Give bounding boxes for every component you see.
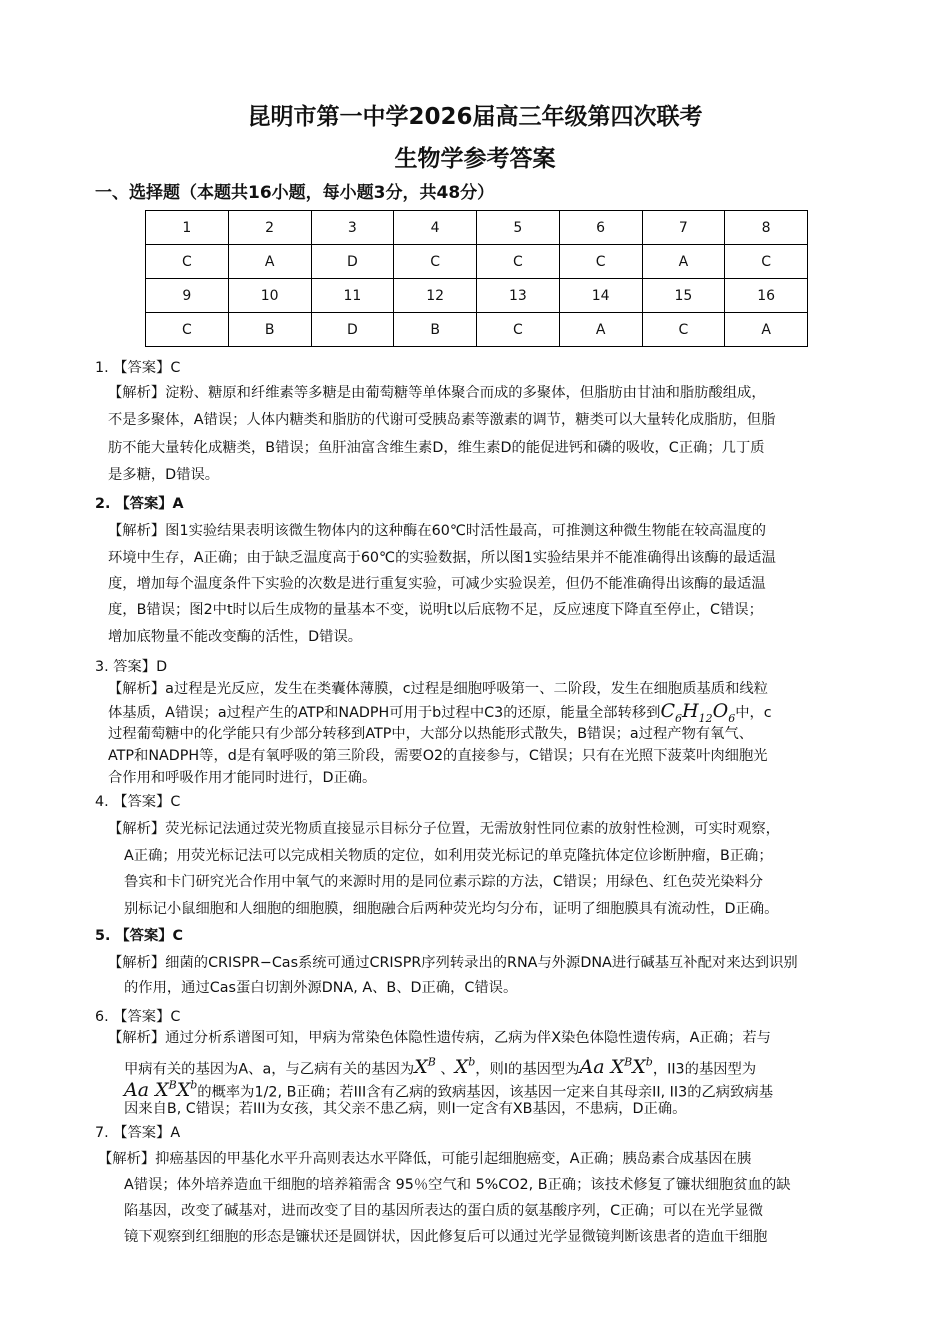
table-cell: 9 [146,279,229,313]
text-segment: A正确；用荧光标记法可以完成相关物质的定位，如利用荧光标记的单克隆抗体定位诊断肿瘤，B正确； [124,848,773,864]
explanation-line [108,768,376,788]
text-segment: 【解析】细菌的CRISPR−Cas系统可通过CRISPR序列转录出的RNA与外源DNA进行碱基互补配对来达到识别 [108,955,798,971]
explanation-line [108,521,766,541]
table-cell: C [559,245,642,279]
explanation-line [124,1175,791,1195]
text-segment: 是多糖，D错误。 [108,467,220,483]
formula-base: X [176,1079,191,1102]
text-segment: 因来自B, C错误；若III为女孩，其父亲不患乙病，则I一定含有XB基因，不患病，D正确。 [124,1101,687,1117]
text-segment: 、 [435,1061,455,1078]
explanation-line [108,724,753,744]
document-title: 昆明市第一中学2026届高三年级第四次联考 [247,104,703,130]
table-cell: C [725,245,808,279]
answer-label: 4. 【答案】C [95,794,181,810]
formula-base: Aa X [579,1056,625,1079]
explanation-line [124,872,763,892]
text-segment: 的概率为1/2, B正确；若III含有乙病的致病基因，该基因一定来自其母亲II, II3的乙病致病基 [197,1084,773,1101]
explanation-line [108,953,798,973]
table-cell: B [228,313,311,347]
table-cell: C [146,313,229,347]
text-segment: 度，B错误；图2中t时以后生成物的量基本不变，说明t以后底物不足，反应速度下降直至停止，C错误； [108,602,763,618]
table-cell: 1 [146,211,229,245]
table-cell: 6 [559,211,642,245]
document-subtitle: 生物学参考答案 [394,146,556,172]
explanation-line [108,438,765,458]
text-segment: 不是多聚体，A错误；人体内糖类和脂肪的代谢可受胰岛素等激素的调节，糖类可以大量转化成脂肪，但脂 [108,412,776,428]
answer-row [146,245,808,279]
text-segment: 【解析】荧光标记法通过荧光物质直接显示目标分子位置，无需放射性同位素的放射性检测，可实时观察， [108,821,780,837]
table-cell: 13 [477,279,560,313]
table-cell: 7 [642,211,725,245]
text-segment: 合作用和呼吸作用才能同时进行，D正确。 [108,770,377,786]
explanation-line [124,1227,767,1247]
superscript: B [168,1079,177,1092]
text-segment: 中，c [735,705,772,721]
text-segment: 陷基因，改变了碱基对，进而改变了目的基因所表达的蛋白质的氨基酸序列，C正确；可以在光学显微 [124,1203,764,1219]
question-number-row [146,211,808,245]
explanation-line [108,679,768,699]
text-segment: 环境中生存，A正确；由于缺乏温度高于60℃的实验数据，所以图1实验结果并不能准确得出该酶的最适温 [108,550,776,566]
table-cell: A [725,313,808,347]
table-cell: 11 [311,279,394,313]
table-cell: 2 [228,211,311,245]
text-segment: 【解析】通过分析系谱图可知，甲病为常染色体隐性遗传病，乙病为伴X染色体隐性遗传病，A正确；若与 [108,1030,771,1046]
explanation-line [124,1099,686,1119]
text-segment: 过程葡萄糖中的化学能只有少部分转移到ATP中，大部分以热能形式散失，B错误；a过程产物有氧气、 [108,726,754,742]
text-segment: 【解析】图1实验结果表明该微生物体内的这种酶在60℃时活性最高，可推测这种微生物能在较高温度的 [108,523,767,539]
text-segment: ATP和NADPH等，d是有氧呼吸的第三阶段，需要O2的直接参与，C错误；只有在光照下菠菜叶肉细胞光 [108,748,768,764]
table-cell: 12 [394,279,477,313]
table-cell: 5 [477,211,560,245]
explanation-line [98,1149,751,1169]
answer-table [145,210,808,347]
answer-label: 7. 【答案】A [95,1125,181,1141]
superscript: B [427,1056,436,1069]
formula [660,700,683,725]
formula-base: X [454,1056,469,1079]
table-cell: C [477,313,560,347]
text-segment: 体基质，A错误；a过程产生的ATP和NADPH可用于b过程中C3的还原，能量全部转移到 [108,705,661,721]
text-segment: 度，增加每个温度条件下实验的次数是进行重复实验，可减少实验误差，但仍不能准确得出该酶的最适温 [108,576,766,592]
table-cell: D [311,245,394,279]
formula-base: X [414,1056,428,1079]
explanation-line [108,746,768,766]
table-cell: C [146,245,229,279]
superscript: B [624,1056,633,1069]
table-cell: C [642,313,725,347]
table-cell: C [394,245,477,279]
explanation-line [124,899,778,919]
explanation-line [108,1028,771,1048]
formula-base: X [632,1056,646,1079]
text-segment: 鲁宾和卡门研究光合作用中氧气的来源时用的是同位素示踪的方法，C错误；用绿色、红色荧光染料分 [124,874,764,890]
answer-label: 6. 【答案】C [95,1009,181,1025]
formula-base: Aa X [124,1079,169,1102]
explanation-line [124,978,517,998]
formula [682,700,713,725]
table-cell: 15 [642,279,725,313]
formula [712,700,736,725]
answer-label: 1. 【答案】C [95,360,181,376]
subscript: 6 [675,711,683,725]
table-cell: 8 [725,211,808,245]
formula-base: C [660,700,676,722]
explanation-line [108,819,780,839]
explanation-line [108,627,362,647]
text-segment: 甲病有关的基因为A、a，与乙病有关的基因为 [124,1061,415,1078]
superscript: b [468,1056,476,1069]
table-cell: 14 [559,279,642,313]
text-segment: 的作用，通过Cas蛋白切割外源DNA, A、B、D正确，C错误。 [124,980,518,996]
text-segment: A错误；体外培养造血干细胞的培养箱需含 95％空气和 5%CO2, B正确；该技术修复了镰状细胞贫血的缺 [124,1177,791,1193]
table-cell: 16 [725,279,808,313]
superscript: b [190,1079,198,1092]
subscript: 6 [728,711,736,725]
table-cell: 4 [394,211,477,245]
table-cell: A [228,245,311,279]
table-cell: A [642,245,725,279]
explanation-line [108,574,766,594]
text-segment: 肪不能大量转化成糖类，B错误；鱼肝油富含维生素D，维生素D的能促进钙和磷的吸收，C正确；几丁质 [108,440,765,456]
superscript: b [645,1056,653,1069]
text-segment: 【解析】淀粉、糖原和纤维素等多糖是由葡萄糖等单体聚合而成的多聚体，但脂肪由甘油和脂肪酸组成， [108,385,766,401]
text-segment: 增加底物量不能改变酶的活性，D错误。 [108,629,363,645]
table-cell: D [311,313,394,347]
formula-base: H [682,700,699,722]
question-number-row [146,279,808,313]
formula-base: O [712,700,729,722]
text-segment: 别标记小鼠细胞和人细胞的细胞膜，细胞融合后两种荧光均匀分布，证明了细胞膜具有流动性，D正确。 [124,901,779,917]
answer-row [146,313,808,347]
answer-label: 3. 答案】D [95,659,168,675]
text-segment: ，则I的基因型为 [475,1061,580,1078]
explanation-line [124,1201,763,1221]
table-cell: B [394,313,477,347]
explanation-line [108,410,775,430]
explanation-line [108,600,763,620]
table-cell: 10 [228,279,311,313]
text-segment: 镜下观察到红细胞的形态是镰状还是圆饼状，因此修复后可以通过光学显微镜判断该患者的造血干细胞 [124,1229,768,1245]
answer-label: 5. 【答案】C [95,928,184,944]
explanation-line [108,465,219,485]
table-cell: A [559,313,642,347]
table-cell: 3 [311,211,394,245]
subscript: 12 [698,711,713,725]
explanation-line [108,383,766,403]
explanation-line [124,846,773,866]
table-cell: C [477,245,560,279]
text-segment: 【解析】抑癌基因的甲基化水平升高则表达水平降低，可能引起细胞癌变，A正确；胰岛素合成基因在胰 [98,1151,752,1167]
text-segment: 【解析】a过程是光反应，发生在类囊体薄膜，c过程是细胞呼吸第一、二阶段，发生在细胞质基质和线粒 [108,681,768,697]
section-heading: 一、选择题（本题共16小题，每小题3分，共48分） [95,183,495,203]
text-segment: ，II3的基因型为 [652,1061,757,1078]
explanation-line [108,548,776,568]
answer-label: 2. 【答案】A [95,496,184,512]
